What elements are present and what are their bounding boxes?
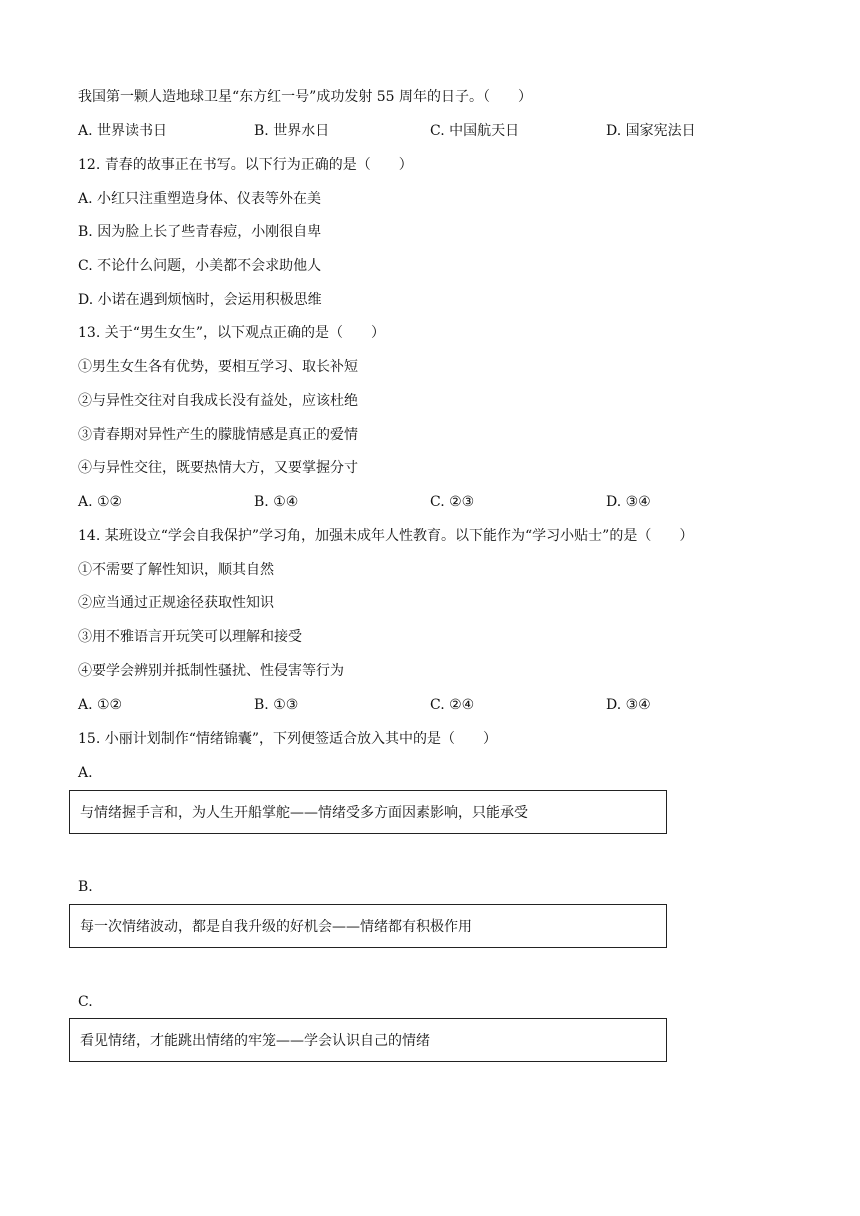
q12-option-b: B. 因为脸上长了些青春痘，小刚很自卑: [78, 224, 322, 240]
q11-option-a: A. 世界读书日: [78, 123, 168, 139]
q13-stem: 13. 关于“男生女生”，以下观点正确的是（ ）: [78, 325, 386, 341]
q12-option-a: A. 小红只注重塑造身体、仪表等外在美: [78, 191, 322, 207]
q14-statement-1: ①不需要了解性知识，顺其自然: [78, 562, 274, 578]
q12-stem: 12. 青春的故事正在书写。以下行为正确的是（ ）: [78, 157, 413, 173]
q13-option-b: B. ①④: [254, 494, 299, 510]
q12-option-c: C. 不论什么问题，小美都不会求助他人: [78, 258, 322, 274]
q15-choice-a-note: 与情绪握手言和，为人生开船掌舵——情绪受多方面因素影响，只能承受: [80, 805, 528, 821]
q13-option-c: C. ②③: [430, 494, 475, 510]
q15-choice-c-note-box: [69, 1018, 667, 1062]
q13-option-a: A. ①②: [78, 494, 123, 510]
q14-option-c: C. ②④: [430, 697, 475, 713]
q12-option-d: D. 小诺在遇到烦恼时，会运用积极思维: [78, 292, 322, 308]
q14-stem: 14. 某班设立“学会自我保护”学习角，加强未成年人性教育。以下能作为“学习小贴士”的是（ ）: [78, 528, 694, 544]
q11-option-d: D. 国家宪法日: [606, 123, 696, 139]
q15-choice-b-note: 每一次情绪波动，都是自我升级的好机会——情绪都有积极作用: [80, 919, 472, 935]
q13-statement-2: ②与异性交往对自我成长没有益处，应该杜绝: [78, 393, 358, 409]
q11-stem: 我国第一颗人造地球卫星“东方红一号”成功发射 55 周年的日子。（ ）: [78, 89, 533, 105]
q15-choice-a-label: A.: [78, 765, 93, 781]
q13-statement-4: ④与异性交往，既要热情大方，又要掌握分寸: [78, 460, 358, 476]
q14-statement-4: ④要学会辨别并抵制性骚扰、性侵害等行为: [78, 663, 344, 679]
q14-option-b: B. ①③: [254, 697, 299, 713]
q11-option-c: C. 中国航天日: [430, 123, 520, 139]
q14-option-a: A. ①②: [78, 697, 123, 713]
q15-choice-a-note-box: [69, 790, 667, 834]
q15-choice-c-note: 看见情绪，才能跳出情绪的牢笼——学会认识自己的情绪: [80, 1033, 430, 1049]
q15-stem: 15. 小丽计划制作“情绪锦囊”，下列便签适合放入其中的是（ ）: [78, 731, 498, 747]
q14-option-d: D. ③④: [606, 697, 651, 713]
q14-statement-2: ②应当通过正规途径获取性知识: [78, 595, 274, 611]
q13-statement-3: ③青春期对异性产生的朦胧情感是真正的爱情: [78, 427, 358, 443]
q11-option-b: B. 世界水日: [254, 123, 330, 139]
q13-statement-1: ①男生女生各有优势，要相互学习、取长补短: [78, 359, 358, 375]
q13-option-d: D. ③④: [606, 494, 651, 510]
q15-choice-c-label: C.: [78, 994, 93, 1010]
q14-statement-3: ③用不雅语言开玩笑可以理解和接受: [78, 629, 302, 645]
q15-choice-b-note-box: [69, 904, 667, 948]
q15-choice-b-label: B.: [78, 879, 93, 895]
